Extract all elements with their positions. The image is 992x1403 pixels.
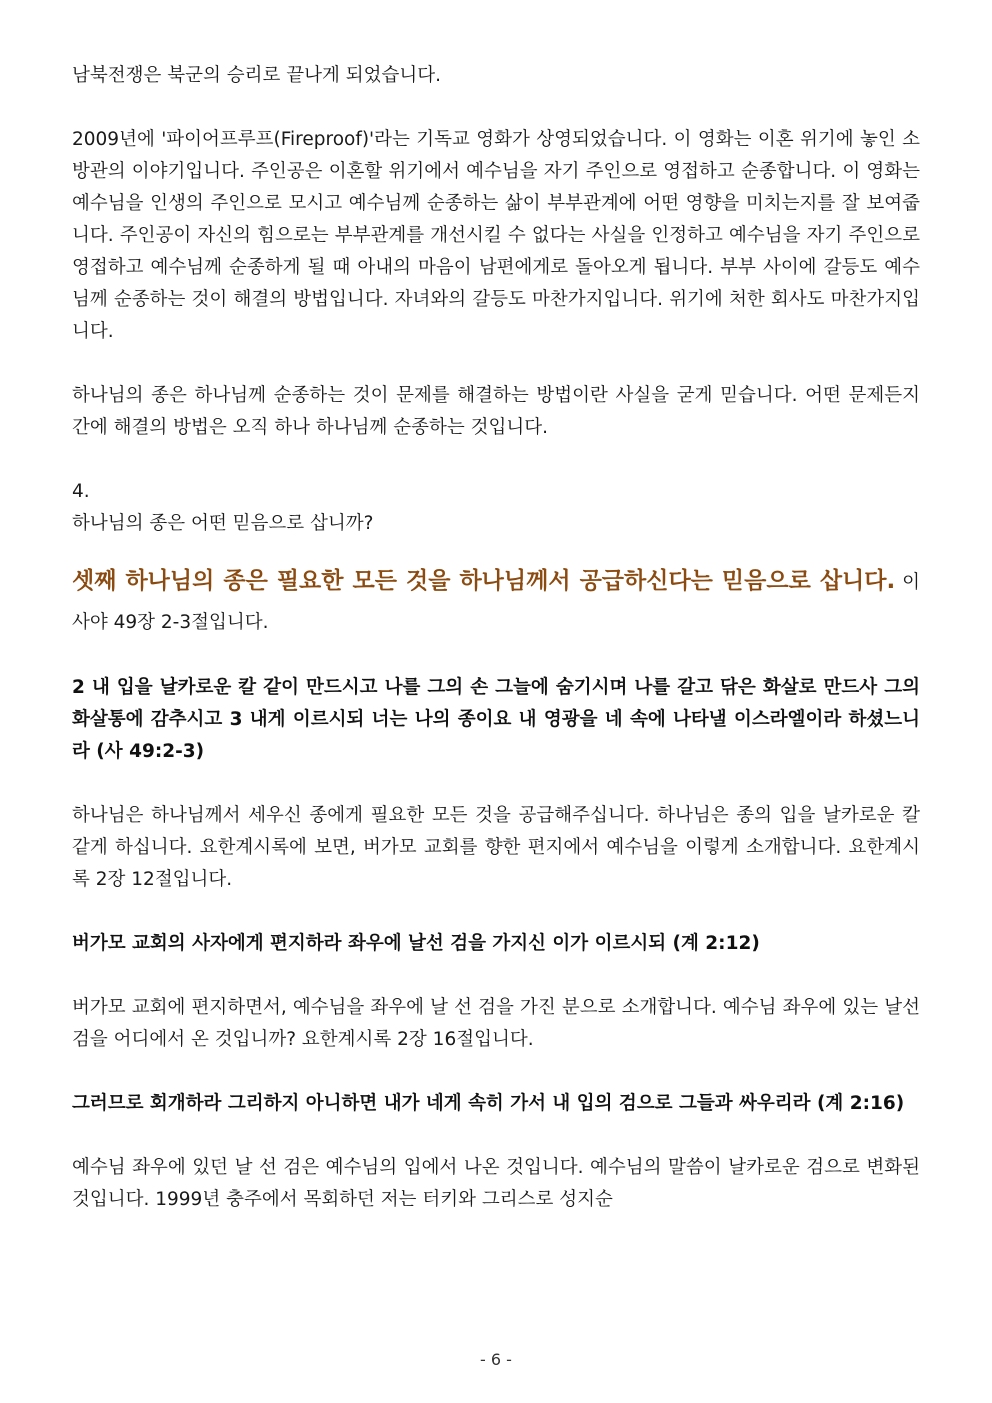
scripture-quote: 2 내 입을 날카로운 칼 같이 만드시고 나를 그의 손 그늘에 숨기시며 나를 갈고 닦은 화살로 만드사 그의 화살통에 감추시고 3 내게 이르시되 너는 나의 종이요 내 영광을 네 속에 나타낼 이스라엘이라 하셨느니라 (사 49:2-3): [72, 677, 920, 762]
paragraph: 2009년에 '파이어프루프(Fireproof)'라는 기독교 영화가 상영되었습니다. 이 영화는 이혼 위기에 놓인 소방관의 이야기입니다. 주인공은 이혼할 위기에서 예수님을 자기 주인으로 영접하고 순종합니다. 이 영화는 예수님을 인생의 주인으로 모시고 예수님께 순종하는 삶이 부부관계에 어떤 영향을 미치는지를 잘 보여줍니다. 주인공이 자신의 힘으로는 부부관계를 개선시킬 수 없다는 사실을 인정하고 예수님을 자기 주인으로 영접하고 예수님께 순종하게 될 때 아내의 마음이 남편에게로 돌아오게 됩니다. 부부 사이에 갈등도 예수님께 순종하는 것이 해결의 방법입니다. 자녀와의 갈등도 마찬가지입니다. 위기에 처한 회사도 마찬가지입니다.: [72, 129, 920, 342]
scripture-quote: 버가모 교회의 사자에게 편지하라 좌우에 날선 검을 가지신 이가 이르시되 (계 2:12): [72, 933, 760, 954]
paragraph: 버가모 교회에 편지하면서, 예수님을 좌우에 날 선 검을 가진 분으로 소개합니다. 예수님 좌우에 있는 날선 검을 어디에서 온 것입니까? 요한계시록 2장 16절입니다.: [72, 997, 920, 1050]
page-number: - 6 -: [480, 1350, 512, 1369]
heading-text: 셋째 하나님의 종은 필요한 모든 것을 하나님께서 공급하신다는 믿음으로 삽니다.: [72, 568, 896, 594]
section-question: 하나님의 종은 어떤 믿음으로 삽니까?: [72, 513, 374, 534]
paragraph: 남북전쟁은 북군의 승리로 끝나게 되었습니다.: [72, 65, 441, 86]
paragraph: 예수님 좌우에 있던 날 선 검은 예수님의 입에서 나온 것입니다. 예수님의 말씀이 날카로운 검으로 변화된 것입니다. 1999년 충주에서 목회하던 저는 터키와 그리스로 성지순: [72, 1157, 920, 1210]
scripture-quote: 그러므로 회개하라 그리하지 아니하면 내가 네게 속히 가서 내 입의 검으로 그들과 싸우리라 (계 2:16): [72, 1093, 905, 1114]
section-number: 4.: [72, 481, 90, 502]
paragraph: 하나님은 하나님께서 세우신 종에게 필요한 모든 것을 공급해주십니다. 하나님은 종의 입을 날카로운 칼 같게 하십니다. 요한계시록에 보면, 버가모 교회를 향한 편지에서 예수님을 이렇게 소개합니다. 요한계시록 2장 12절입니다.: [72, 805, 920, 890]
section-heading: [72, 562, 920, 642]
page-content: [72, 60, 920, 1216]
paragraph: 하나님의 종은 하나님께 순종하는 것이 문제를 해결하는 방법이란 사실을 굳게 믿습니다. 어떤 문제든지 간에 해결의 방법은 오직 하나 하나님께 순종하는 것입니다.: [72, 385, 920, 438]
heading-reference: 이사야 49장 2-3절입니다.: [72, 572, 920, 633]
